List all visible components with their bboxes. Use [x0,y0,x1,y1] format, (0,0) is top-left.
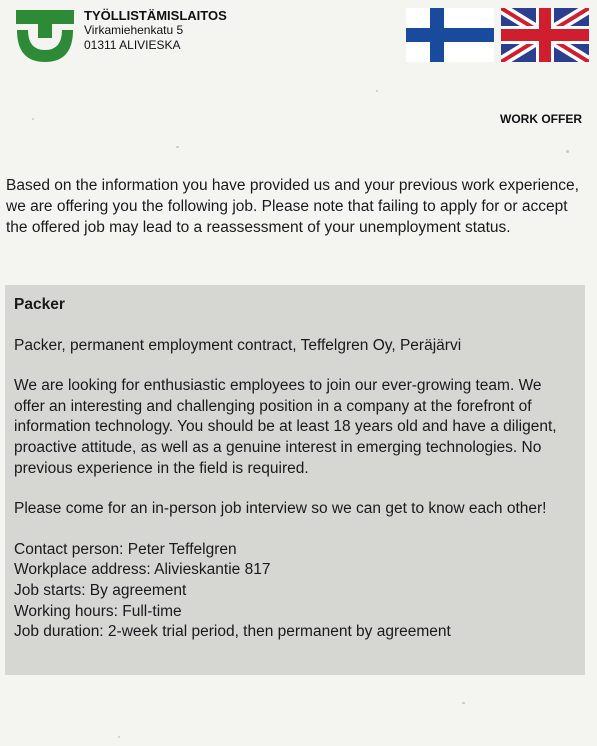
job-start: Job starts: By agreement [14,581,187,599]
job-details [14,540,574,643]
paper-speck [176,146,179,148]
uk-flag-icon[interactable] [501,8,589,62]
job-offer-panel [5,285,585,675]
paper-speck [118,736,120,738]
workplace-address: Workplace address: Alivieskantie 817 [14,561,271,579]
job-description: We are looking for enthusiastic employees to join our ever-growing team. We offer an interesting and challenging position in a company at the forefront of information technology. You should be at least 18 years old and have a diligent, proactive attitude, as well as a genuine interest in emerging technologies. No previous experience in the field is required. [14,377,557,477]
paper-speck [566,150,569,153]
organization-name: TYÖLLISTÄMISLAITOS [84,8,227,23]
organization-street: Virkamiehenkatu 5 [84,23,184,37]
organization-logo-icon [14,8,76,64]
finnish-flag-icon[interactable] [406,8,494,62]
interview-note: Please come for an in-person job interview so we can get to know each other! [14,500,547,518]
working-hours: Working hours: Full-time [14,602,182,620]
document-type-label: WORK OFFER [500,112,582,126]
paper-speck [376,90,378,92]
job-duration: Job duration: 2-week trial period, then permanent by agreement [14,623,451,641]
letterhead [0,0,597,70]
job-summary: Packer, permanent employment contract, Teffelgren Oy, Peräjärvi [14,336,462,354]
organization-address [84,8,227,53]
organization-postal: 01311 ALIVIESKA [84,38,181,52]
contact-person: Contact person: Peter Teffelgren [14,540,237,558]
intro-paragraph: Based on the information you have provided us and your previous work experience, we are offering you the following job. Please note that failing to apply for or accept the offered job may lead to a reassessment of your unemployment status. [6,177,579,236]
job-title: Packer [14,296,65,313]
paper-speck [462,702,465,704]
paper-speck [32,118,34,120]
